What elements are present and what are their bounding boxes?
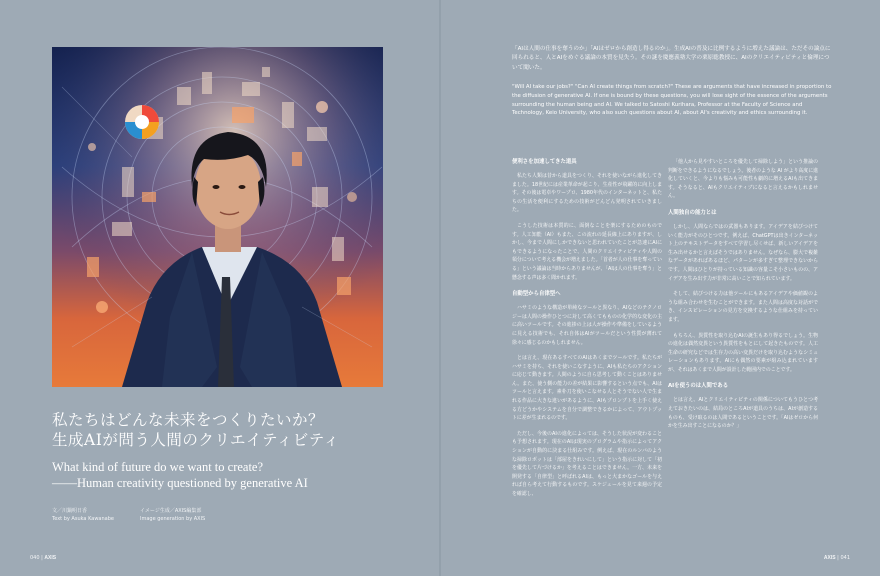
section-heading: AIを使うのは人間である — [668, 383, 729, 390]
section-heading: 自動型から自律型へ — [512, 291, 561, 298]
lead-japanese: 「AIは人間の仕事を奪うのか」「AIはゼロから創造し得るのか」。生成AIの普及に比例するように増えた議論は、ただその論点に回られると、人とAIをめぐる議論の本質を見失う。その謎を慶應義塾大学の栗原聡教授に、AIのクリエイティビティと倫理について聞いた。 — [512, 46, 831, 71]
portrait-illustration-icon — [52, 47, 383, 387]
paragraph: ただし、今後のAIの進化によっては、そうした状況が変わることも予想されます。現在のAIは現実のプログラムや指示によってアクションが自動的に決まる仕組みです。例えば、現在のルンバのような掃除ロボットは「部屋をきれいにして」という指示に対して「初を優先して片づけるか」を考えることはできません。一方、未来を開発する「自律型」と呼ばれるAIは、もっと大まかなゴールを与えれば自ら考えて行動するものです。スケジュールを見て来週の予定を確認し、 — [512, 430, 662, 497]
paragraph: 「他人から見やすいところを優先して掃除しよう」という推論の判断をできるようになるでしょう。後者のような AI がより高度に進化していくと、今よりも悩みも可能性も劇的に増えるAIも出てきます。そうなると、AIもクリエイティブになると言えるかもしれません。 — [668, 159, 818, 200]
lead-english: "Will AI take our jobs?" "Can AI create things from scratch?" These are arguments that have increased in proportion to the diffusion of generative AI. If one is bound by these questions, you will lose sight of the essence of the arguments surrounding the human being and AI. We talked to Satoshi Kurihara, Professor at the Faculty of Science and Technology, Keio University, who also such questions about AI, about AI's creativity and ethics surrounding it. — [512, 84, 832, 117]
image-credit-jp: イメージ生成／AXIS編集部 — [139, 508, 202, 514]
title-japanese — [52, 410, 412, 450]
body-column-1 — [512, 158, 662, 506]
paragraph: こうした技術は本質的に、面倒なことを楽にするためのものです。人工知能（AI）もまた、この流れの延長線上にありますが、しかし、今まで人間にしかできないと思われていたことが急速にAIにもできるようになったことで、人間のクリエイティビティや人間の領分について考える機会が増えました。「首者が人の仕事を奪っている」という議論は当時からありませんが、「AIは人の仕事を奪う」と懸念する声は多く聞かれます。 — [512, 222, 662, 281]
page-gutter — [439, 0, 441, 576]
paragraph: もちろん、異質性を取り込むAIの誕生もあり得るでしょう。生物の進化は偶然変異という異質性をもとにして起きたものです。人工生命の研究などでは生存力の高い変異だけを取り込むようなシミュレーションもあります。AIにも偶然の要素が組み込まれていますが、それはあくまで人間が設計した範囲内でのことです。 — [668, 332, 818, 373]
credits — [52, 507, 205, 523]
page-number-right: 041 — [840, 555, 850, 561]
paragraph: ハサミのような構造が単純なツールと異なり、AIなどのテクノロジーは人間の操作ひとつに対して高くてもものの化学的な変化の主に高いツールです。その進捗の上は人が操作や準備をしているように見える技術でも、それ自体はAIがツールだという性質が薄れて徐々に感じるのかもしれません。 — [512, 305, 662, 346]
body-column-2 — [668, 158, 818, 438]
paragraph: 私たち人類は昔から道具をつくり、それを使いながら進化してきました。18世紀には産業革命が起こり、生産性が飛躍的に向上します。その後は電卓やワープロ、1980年代のインターネットと、私たちの生活を便利にするための技術がどんどん発明されていきました。 — [512, 173, 662, 214]
title-en-line1: What kind of future do we want to create? — [52, 460, 264, 474]
title-jp-line1: 私たちはどんな未来をつくりたいか？ — [52, 411, 325, 429]
text-credit-en: Text by Asuka Kawanabe — [52, 516, 114, 522]
title-jp-line2: 生成AIが問う人間のクリエイティビティ — [52, 431, 340, 449]
brand-left: AXIS — [44, 555, 57, 561]
image-credit — [140, 507, 205, 523]
image-credit-en: Image generation by AXIS — [139, 516, 206, 522]
hero-portrait-illustration — [52, 47, 383, 387]
brand-right: AXIS — [823, 555, 836, 561]
section-heading: 便利さを加速してきた道具 — [512, 159, 577, 165]
folio-right: AXIS | 041 — [823, 555, 850, 561]
paragraph: とは言え、現在あるすべてのAIはあくまでツールです。私たちがハサミを持ち、それを使いこなすように、AIも私たちのアクションに応じて動きます。人間のように自ら思考して動くことはありません。また、使う側の能力の差が結果に影響するという点でも、AIはツールと言えます。素朴刀を使いこなせる人とそうでない人で生まれる作品に大きな違いがあるように、AIもプロンプトを上手く使える方どうかやシステムを自分で調整できるかによって、アウトプットに差が生まれるのです。 — [512, 355, 662, 422]
paragraph: とは言え、AIとクリエイティビティの関係についてもうひとつ考えておきたいのは、結局のところAIが道具のうちは、AIが創造するものも、受け取るのは人間であるということです。「AIはゼロから何かを生み出すことになるのか？」 — [668, 397, 818, 430]
folio-left: 040 | AXIS — [30, 555, 57, 561]
section-heading: 人間独自の能力とは — [668, 209, 717, 216]
paragraph: しかし、人間ならではの武器もあります。アイデアを結びつけていく能力がそのひとつです。例えば、ChatGPTは出きインターネット上のテキストデータをすべて学習し尽くせば、新しいアイデアを生み出せるかと言えばそうではありません。なぜなら、膨大で複雑なデータがあればあるほど、パターンが多すぎて整理できないからです。人間はひとりが持っている知識の容量こそ小さいものの、アイデアを生み出す力が非常に高いことで知られています。 — [668, 223, 818, 282]
page-number-left: 040 — [30, 555, 40, 561]
title-english — [52, 459, 422, 491]
text-credit-jp: 文／川鍋明日香 — [52, 508, 88, 514]
paragraph: そして、結びつける力は他ツールにもあるアイデアや価値観のような組み合わせを生むことができます。また人間は高度な対話ができ、インスピレーションの見方を交換するような仕組みを持っています。 — [668, 291, 818, 323]
text-credit — [52, 507, 114, 523]
title-en-line2: ——Human creativity questioned by generative AI — [52, 476, 308, 490]
